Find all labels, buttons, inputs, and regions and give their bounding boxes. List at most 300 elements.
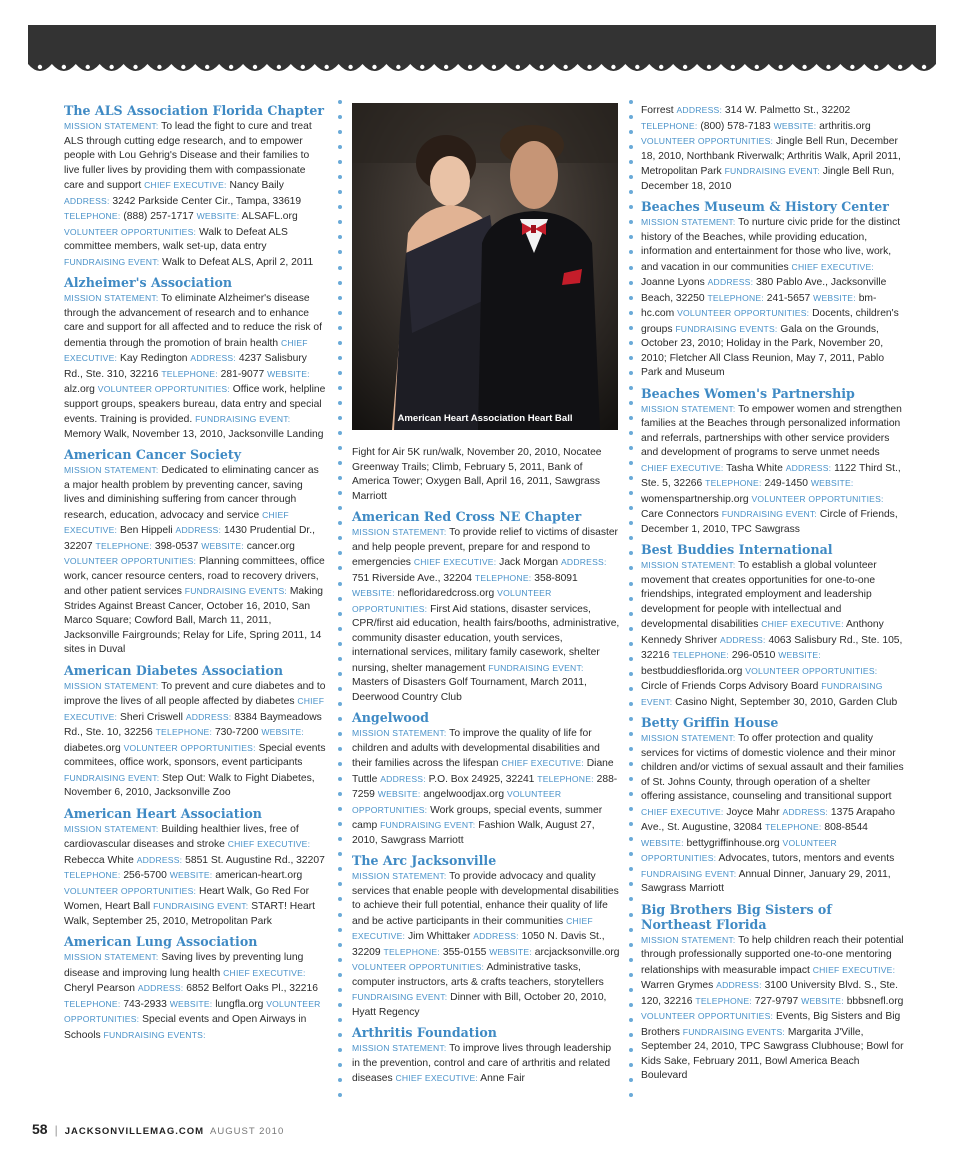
org-details <box>641 215 905 381</box>
field-label: VOLUNTEER OPPORTUNITIES: <box>745 665 878 676</box>
scallop-dot <box>157 65 161 69</box>
org-name: Beaches Museum & History Center <box>641 199 889 214</box>
field-label: FUNDRAISING EVENT: <box>488 662 584 673</box>
field-value: To lead the fight to cure and treat ALS through cutting edge research, and to empower people with Lou Gehrig's Disease and their families to live fuller lives by providing them with compassionate care and support <box>64 121 312 191</box>
scallop-dot <box>683 65 687 69</box>
org-details <box>352 446 620 504</box>
directory-entry <box>352 509 620 705</box>
field-label: WEBSITE: <box>778 650 821 660</box>
divider-dot <box>338 642 342 646</box>
divider-dot <box>629 1003 633 1007</box>
field-label: TELEPHONE: <box>64 998 121 1009</box>
field-value: Planning committees, office work, cancer resource centers, road to recovery drivers, and other patient services <box>64 556 325 597</box>
column-2 <box>352 446 620 1092</box>
field-label: CHIEF EXECUTIVE: <box>64 696 325 722</box>
divider-dot <box>338 160 342 164</box>
org-details <box>64 950 326 1043</box>
field-value: Annual Dinner, January 29, 2011, Sawgrass Marriott <box>641 868 891 894</box>
scallop-dot <box>324 65 328 69</box>
field-label: TELEPHONE: <box>695 995 752 1006</box>
field-value: Fashion Walk, August 27, 2010, Sawgrass Marriott <box>352 820 595 846</box>
divider-dot <box>338 852 342 856</box>
divider-dot <box>629 100 633 104</box>
divider-dot <box>629 612 633 616</box>
divider-dot <box>338 386 342 390</box>
website-link[interactable]: diabetes.org <box>64 742 121 754</box>
field-value: Dinner with Bill, October 20, 2010, Hyatt Regency <box>352 992 607 1018</box>
field-value: 249-1450 <box>764 478 808 489</box>
field-label: TELEPHONE: <box>383 946 440 957</box>
website-link[interactable]: arcjacksonville.org <box>534 946 620 958</box>
directory-entry <box>64 103 326 270</box>
website-link[interactable]: american-heart.org <box>215 870 303 881</box>
org-details <box>641 558 905 710</box>
divider-dot <box>629 1033 633 1037</box>
field-label: ADDRESS: <box>676 105 723 115</box>
field-value: 398-0537 <box>154 540 199 552</box>
field-value: To eliminate Alzheimer's disease through the advancement of research and to enhance care and support for all affected and to reduce the risk of dementia through the promotion of brain health <box>64 293 322 349</box>
divider-dot <box>338 266 342 270</box>
website-link[interactable]: arthritis.org <box>819 120 871 132</box>
divider-dot <box>338 130 342 134</box>
divider-dot <box>338 281 342 285</box>
field-value: Circle of Friends, December 1, 2010, TPC Sawgrass <box>641 509 898 535</box>
field-label: FUNDRAISING EVENT: <box>195 414 291 424</box>
field-value: 5851 St. Augustine Rd., 32207 <box>185 854 325 866</box>
field-value: Walk to Defeat ALS, April 2, 2011 <box>162 256 314 268</box>
divider-dot <box>629 130 633 134</box>
field-value: Heart Walk, Go Red For Women, Heart Ball <box>64 885 310 912</box>
divider-dot <box>629 1078 633 1082</box>
divider-dot <box>338 461 342 465</box>
field-label: VOLUNTEER OPPORTUNITIES: <box>123 742 256 753</box>
directory-entry <box>352 1025 620 1087</box>
field-value: Special events and Open Airways in Schools <box>64 1014 307 1041</box>
event-photo <box>352 103 618 430</box>
field-label: MISSION STATEMENT: <box>64 465 159 475</box>
field-value: To provide relief to victims of disaster and help people prevent, prepare for and respond to emergencies <box>352 527 618 568</box>
divider-dot <box>629 1048 633 1052</box>
field-label: FUNDRAISING EVENT: <box>352 992 448 1002</box>
divider-dot <box>629 416 633 420</box>
divider-dot <box>338 476 342 480</box>
divider-dot <box>629 160 633 164</box>
field-label: MISSION STATEMENT: <box>641 403 736 414</box>
field-label: MISSION STATEMENT: <box>352 527 447 537</box>
scallop-dot <box>731 65 735 69</box>
field-label: ADDRESS: <box>380 773 426 784</box>
divider-dot <box>338 1048 342 1052</box>
field-value: To empower women and strengthen families at the Beaches through personalized information and referrals, partnerships with other service providers and development of programs to serve unmet needs <box>641 403 902 458</box>
divider-dot <box>338 341 342 345</box>
field-value: Diane Tuttle <box>352 758 614 785</box>
field-value: 727-9797 <box>754 995 799 1007</box>
scallop-dot <box>420 65 424 69</box>
field-value: 281-9077 <box>220 368 265 380</box>
field-label: CHIEF EXECUTIVE: <box>64 337 308 363</box>
field-label: FUNDRAISING EVENT: <box>64 256 160 267</box>
divider-dot <box>629 341 633 345</box>
website-link[interactable]: angelwoodjax.org <box>423 789 505 800</box>
divider-dot <box>629 566 633 570</box>
field-label: MISSION STATEMENT: <box>641 217 736 227</box>
divider-dot <box>629 371 633 375</box>
field-label: ADDRESS: <box>473 931 519 941</box>
field-label: FUNDRAISING EVENT: <box>641 681 883 707</box>
scallop-dot <box>181 65 185 69</box>
divider-dot <box>629 897 633 901</box>
field-value: 288-7259 <box>352 773 618 800</box>
field-value: Gala on the Grounds, October 23, 2010; Holiday in the Park, November 20, 2010; Fletcher All Class Reunion, May 7, 2011, Pablo Park and Museum <box>641 323 885 378</box>
divider-dot <box>629 386 633 390</box>
directory-entry <box>64 275 326 442</box>
field-label: CHIEF EXECUTIVE: <box>761 619 844 629</box>
divider-dot <box>338 536 342 540</box>
divider-dot <box>338 777 342 781</box>
directory-entry <box>641 902 905 1084</box>
website-link[interactable]: bm-hc.com <box>641 292 877 319</box>
column-1 <box>64 103 326 1048</box>
divider-dot <box>629 913 633 917</box>
scallop-dot <box>277 65 281 69</box>
field-label: TELEPHONE: <box>155 727 213 737</box>
field-value: (888) 257-1717 <box>123 211 194 222</box>
website-link[interactable]: bettygriffinhouse.org <box>686 837 780 849</box>
field-value: 1122 Third St., Ste. 5, 32266 <box>641 462 901 489</box>
divider-dot <box>629 145 633 149</box>
field-value: 241-5657 <box>766 292 811 304</box>
divider-dot <box>629 702 633 706</box>
org-details <box>641 731 905 897</box>
field-value: Fight for Air 5K run/walk, November 20, 2010, Nocatee Greenway Trails; Climb, February 5, 2011, Bank of America Tower; Oxygen Ball, April 16, 2011, Sawgrass Marriott <box>352 447 602 502</box>
field-value: Joanne Lyons <box>641 277 705 288</box>
field-label: VOLUNTEER OPPORTUNITIES: <box>97 384 230 394</box>
divider-dot <box>338 175 342 179</box>
org-name: Betty Griffin House <box>641 715 779 730</box>
field-value: 4063 Salisbury Rd., Ste. 105, 32216 <box>641 634 903 661</box>
field-label: ADDRESS: <box>716 980 762 990</box>
field-label: WEBSITE: <box>196 211 240 221</box>
footer-separator: | <box>54 1123 58 1137</box>
org-name: American Heart Association <box>64 805 262 821</box>
field-label: FUNDRAISING EVENT: <box>641 868 737 879</box>
field-value: P.O. Box 24925, 32241 <box>428 773 535 785</box>
website-link[interactable]: cancer.org <box>246 540 295 552</box>
divider-dot <box>338 747 342 751</box>
field-value: Margarita J'Ville, September 24, 2010, TPC Sawgrass Clubhouse; Bowl for Kids Sake, February 2011, Bowl America Beach Boulevard <box>641 1026 904 1081</box>
field-label: CHIEF EXECUTIVE: <box>227 839 311 849</box>
field-value: Saving lives by preventing lung disease and improving lung health <box>64 952 304 979</box>
field-value: 6852 Belfort Oaks Pl., 32216 <box>186 983 318 994</box>
field-label: WEBSITE: <box>201 540 244 551</box>
org-details <box>641 933 905 1084</box>
field-label: WEBSITE: <box>801 995 844 1006</box>
divider-dot <box>629 807 633 811</box>
divider-dot <box>629 732 633 736</box>
field-value: To prevent and cure diabetes and to improve the lives of all people affected by diabetes <box>64 680 326 707</box>
field-label: ADDRESS: <box>782 806 828 817</box>
field-label: FUNDRAISING EVENTS: <box>682 1026 785 1037</box>
divider-dot <box>629 882 633 886</box>
field-value: Dedicated to eliminating cancer as a major health problem by preventing cancer, saving lives and diminishing suffering from cancer through research, education, advocacy and service <box>64 465 319 521</box>
field-label: WEBSITE: <box>641 837 684 848</box>
divider-dot <box>629 431 633 435</box>
divider-dot <box>629 822 633 826</box>
divider-dot <box>338 882 342 886</box>
divider-dot <box>338 612 342 616</box>
field-value: Jingle Bell Run, December 18, 2010, Northbank Riverwalk; Arthritis Walk, April 2011, Metropolitan Park <box>641 136 901 177</box>
field-label: FUNDRAISING EVENTS: <box>184 586 287 596</box>
scallop-shape <box>28 60 936 71</box>
divider-dot <box>629 461 633 465</box>
org-name: Best Buddies International <box>641 542 833 557</box>
divider-dot <box>338 582 342 586</box>
field-label: VOLUNTEER OPPORTUNITIES: <box>641 837 837 863</box>
divider-dot <box>629 777 633 781</box>
scallop-dot <box>850 65 854 69</box>
scallop-dot <box>86 65 90 69</box>
divider-dot <box>338 732 342 736</box>
field-label: CHIEF EXECUTIVE: <box>64 509 289 535</box>
field-value: Administrative tasks, computer instructors, arts & crafts teachers, storytellers <box>352 962 604 988</box>
divider-dot <box>629 762 633 766</box>
field-label: VOLUNTEER OPPORTUNITIES: <box>64 998 321 1024</box>
field-value: 4237 Salisbury Rd., Ste. 310, 32216 <box>64 353 307 380</box>
field-label: CHIEF EXECUTIVE: <box>641 806 724 817</box>
scallop-dot <box>62 65 66 69</box>
field-value: Walk to Defeat ALS committee members, walk set-up, data entry <box>64 226 288 252</box>
website-link[interactable]: bbbsnefl.org <box>846 995 904 1007</box>
divider-dot <box>338 326 342 330</box>
field-value: 743-2933 <box>123 998 167 1010</box>
field-label: CHIEF EXECUTIVE: <box>223 967 306 978</box>
scallop-dot <box>301 65 305 69</box>
field-label: VOLUNTEER OPPORTUNITIES: <box>751 493 884 504</box>
divider-dot <box>338 235 342 239</box>
divider-dot <box>629 1063 633 1067</box>
org-details <box>352 525 620 705</box>
scallop-dot <box>635 65 639 69</box>
field-label: TELEPHONE: <box>672 650 729 660</box>
org-name: Alzheimer's Association <box>64 275 233 290</box>
scallop-dot <box>348 65 352 69</box>
org-name: American Lung Association <box>64 934 258 949</box>
field-label: CHIEF EXECUTIVE: <box>791 261 875 272</box>
field-label: WEBSITE: <box>377 789 421 799</box>
divider-dot <box>338 822 342 826</box>
scallop-dot <box>922 65 926 69</box>
field-value: To help children reach their potential through professionally supported one-to-one mentoring relationships with measurable impact <box>641 934 904 976</box>
field-label: CHIEF EXECUTIVE: <box>352 915 593 941</box>
field-label: TELEPHONE: <box>64 211 121 221</box>
divider-dot <box>629 235 633 239</box>
divider-dot <box>338 657 342 661</box>
divider-dot <box>338 220 342 224</box>
divider-dot <box>629 401 633 405</box>
website-link[interactable]: bestbuddiesflorida.org <box>641 665 743 677</box>
scallop-dot <box>587 65 591 69</box>
field-value: 1050 N. Davis St., 32209 <box>352 931 605 958</box>
field-label: MISSION STATEMENT: <box>641 560 736 570</box>
field-value: Casino Night, September 30, 2010, Garden Club <box>675 696 898 708</box>
divider-dot <box>629 205 633 209</box>
field-value: Sheri Criswell <box>119 711 183 723</box>
field-value: 256-5700 <box>123 870 167 881</box>
field-value: To improve lives through leadership in the prevention, control and care of arthritis and related diseases <box>352 1043 612 1084</box>
field-value: Care Connectors <box>641 509 719 520</box>
field-label: CHIEF EXECUTIVE: <box>812 964 896 975</box>
field-value: 1430 Prudential Dr., 32207 <box>64 525 315 552</box>
field-value: Building healthier lives, free of cardiovascular diseases and stroke <box>64 823 299 850</box>
field-label: CHIEF EXECUTIVE: <box>413 557 497 567</box>
directory-entry <box>641 715 905 897</box>
scallop-dot <box>38 65 42 69</box>
field-label: FUNDRAISING EVENT: <box>724 166 820 176</box>
org-name: The ALS Association Florida Chapter <box>64 103 325 118</box>
field-label: VOLUNTEER OPPORTUNITIES: <box>64 885 197 896</box>
field-label: TELEPHONE: <box>64 870 121 880</box>
divider-dot <box>629 627 633 631</box>
divider-dot <box>338 431 342 435</box>
field-label: WEBSITE: <box>169 870 213 880</box>
field-label: VOLUNTEER OPPORTUNITIES: <box>352 962 485 972</box>
scallop-dot <box>540 65 544 69</box>
website-link[interactable]: alz.org <box>64 384 95 395</box>
divider-dot <box>338 1033 342 1037</box>
field-label: MISSION STATEMENT: <box>641 733 736 743</box>
directory-entry <box>64 447 326 658</box>
field-value: Work groups, special events, summer camp <box>352 804 603 831</box>
field-value: Making Strides Against Breast Cancer, October 16, 2010, San Marco Square; Cowford Ball, March 11, 2011, Jacksonville Fairgrounds; Relay for Life, Spring 2011, 14 sites in Duval <box>64 586 324 655</box>
field-value: START! Heart Walk, September 25, 2010, Metropolitan Park <box>64 901 315 927</box>
field-label: CHIEF EXECUTIVE: <box>641 462 724 473</box>
field-label: WEBSITE: <box>489 946 532 957</box>
divider-dot <box>629 597 633 601</box>
divider-dot <box>338 506 342 510</box>
field-value: Anthony Kennedy Shriver <box>641 619 884 646</box>
field-label: VOLUNTEER OPPORTUNITIES: <box>677 308 810 318</box>
field-value: To nurture civic pride for the distinct history of the Beaches, while providing education, information and entertainment for those who live, work, and vacation in our communities <box>641 217 901 273</box>
divider-dot <box>629 521 633 525</box>
field-label: ADDRESS: <box>137 983 184 993</box>
divider-dot <box>629 717 633 721</box>
page-number: 58 <box>32 1121 48 1137</box>
org-name: Arthritis Foundation <box>352 1025 497 1040</box>
field-label: CHIEF EXECUTIVE: <box>395 1073 478 1083</box>
field-value: 730-7200 <box>214 727 259 738</box>
divider-dot <box>338 145 342 149</box>
directory-entry <box>352 710 620 848</box>
field-label: WEBSITE: <box>267 368 310 379</box>
field-label: WEBSITE: <box>813 292 856 303</box>
scallop-dot <box>516 65 520 69</box>
divider-dot <box>629 958 633 962</box>
scallop-dot <box>611 65 615 69</box>
field-label: VOLUNTEER OPPORTUNITIES: <box>352 588 552 614</box>
divider-dot <box>338 1078 342 1082</box>
field-label: MISSION STATEMENT: <box>352 728 447 738</box>
divider-dot <box>629 296 633 300</box>
divider-dot <box>338 416 342 420</box>
field-label: MISSION STATEMENT: <box>641 934 736 945</box>
divider-dot <box>629 792 633 796</box>
divider-dot <box>338 943 342 947</box>
directory-entry <box>641 199 905 381</box>
scallop-dot <box>444 65 448 69</box>
directory-entry <box>352 446 620 504</box>
org-details <box>64 679 326 801</box>
divider-dot <box>629 446 633 450</box>
org-details <box>641 402 905 538</box>
divider-dot <box>338 190 342 194</box>
field-value: Cheryl Pearson <box>64 983 135 994</box>
directory-entry <box>641 542 905 710</box>
scallop-dot <box>229 65 233 69</box>
divider-dot <box>338 115 342 119</box>
field-value: Ben Hippeli <box>119 525 173 536</box>
org-details <box>641 103 905 194</box>
divider-dot <box>629 115 633 119</box>
field-value: Tasha White <box>726 462 783 474</box>
directory-entry <box>352 853 620 1020</box>
divider-dot <box>338 597 342 601</box>
divider-dot <box>338 250 342 254</box>
column-divider-dots <box>627 100 635 1108</box>
field-label: ADDRESS: <box>190 353 236 363</box>
divider-dot <box>629 943 633 947</box>
photo-caption: American Heart Association Heart Ball <box>397 413 573 424</box>
org-name: Angelwood <box>352 710 429 725</box>
divider-dot <box>338 627 342 631</box>
website-link[interactable]: nefloridaredcross.org <box>397 588 495 599</box>
field-value: Forrest <box>641 105 674 116</box>
field-label: CHIEF EXECUTIVE: <box>144 180 227 190</box>
divider-dot <box>338 371 342 375</box>
org-details <box>352 869 620 1020</box>
field-label: MISSION STATEMENT: <box>64 823 159 834</box>
divider-dot <box>629 973 633 977</box>
footer-site[interactable]: JACKSONVILLEMAG.COM <box>64 1126 205 1137</box>
directory-entry <box>64 806 326 930</box>
column-3 <box>641 103 905 1089</box>
field-label: VOLUNTEER OPPORTUNITIES: <box>64 556 197 566</box>
field-label: MISSION STATEMENT: <box>352 871 447 881</box>
field-label: ADDRESS: <box>720 634 766 645</box>
divider-dot <box>338 762 342 766</box>
field-value: 358-8091 <box>534 572 578 584</box>
field-value: 3242 Parkside Center Cir., Tampa, 33619 <box>112 195 302 207</box>
website-link[interactable]: lungfla.org <box>215 998 264 1010</box>
divider-dot <box>338 928 342 932</box>
divider-dot <box>629 672 633 676</box>
field-label: ADDRESS: <box>64 195 110 206</box>
divider-dot <box>629 266 633 270</box>
org-details <box>352 726 620 848</box>
website-link[interactable]: ALSAFL.org <box>241 211 298 222</box>
scallop-dot <box>755 65 759 69</box>
field-value: 1375 Arapaho Ave., St. Augustine, 32084 <box>641 806 896 833</box>
field-value: 751 Riverside Ave., 32204 <box>352 572 473 584</box>
directory-entry <box>641 103 905 194</box>
divider-dot <box>338 837 342 841</box>
field-label: VOLUNTEER OPPORTUNITIES: <box>352 789 562 815</box>
field-label: MISSION STATEMENT: <box>64 121 159 131</box>
field-value: Special events commitees, office work, sponsors, event participants <box>64 742 326 768</box>
field-label: CHIEF EXECUTIVE: <box>501 758 584 768</box>
divider-dot <box>338 913 342 917</box>
divider-dot <box>338 205 342 209</box>
website-link[interactable]: womenspartnership.org <box>641 493 749 505</box>
